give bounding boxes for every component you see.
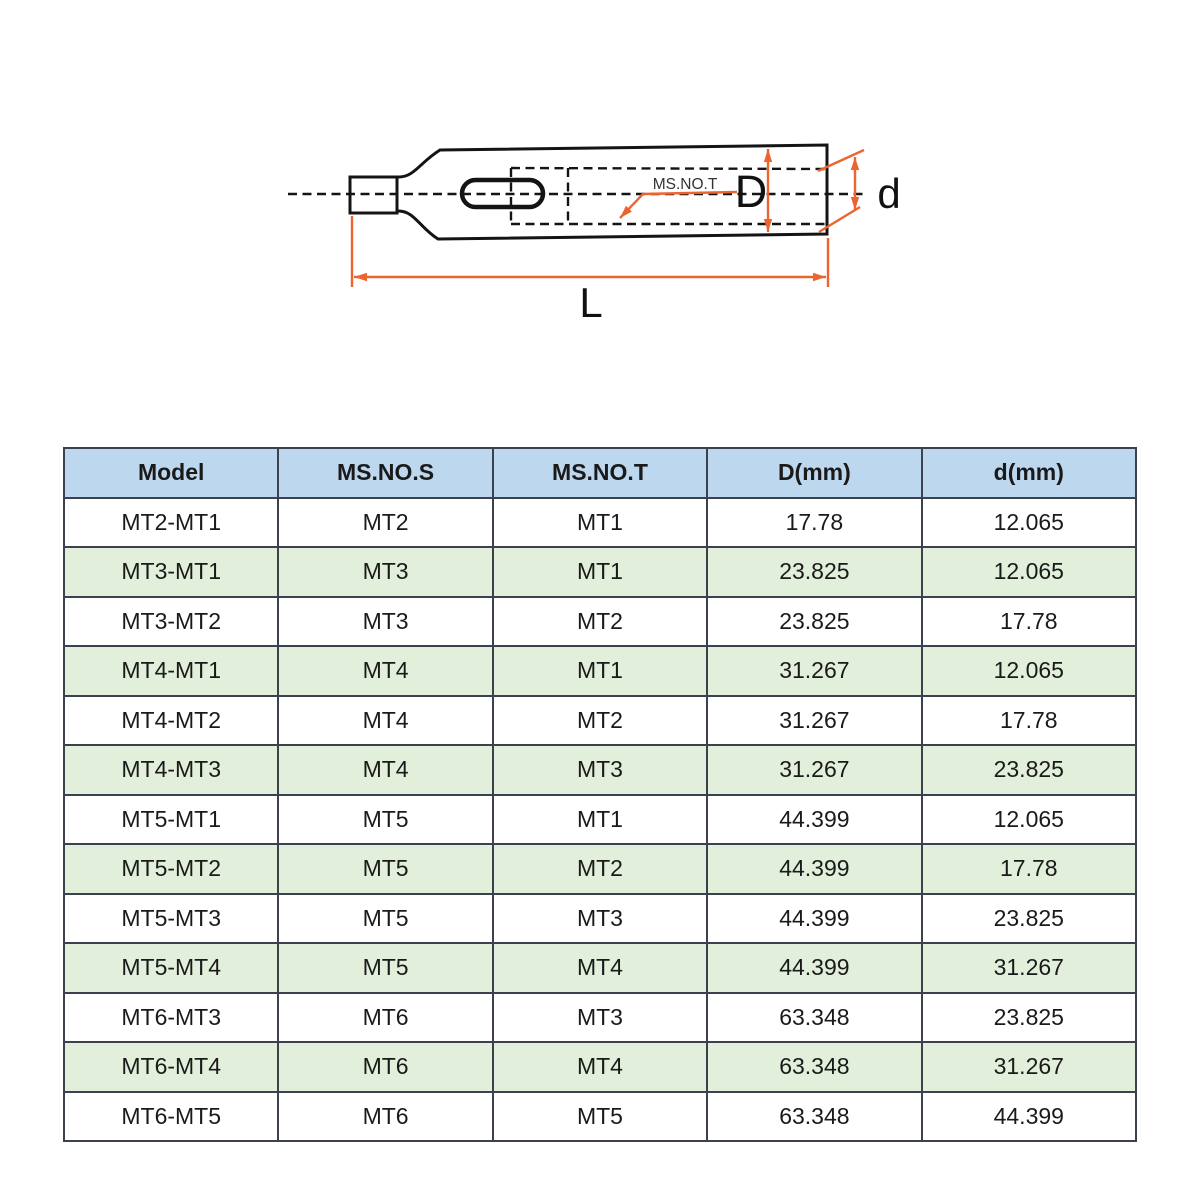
table-cell: MT6-MT4 — [64, 1042, 278, 1092]
table-row — [64, 646, 1136, 696]
table-row — [64, 894, 1136, 944]
table-cell: MT5 — [278, 943, 492, 993]
table-cell: 31.267 — [707, 696, 921, 746]
table-cell: MT5 — [278, 894, 492, 944]
table-cell: 31.267 — [922, 1042, 1136, 1092]
table-row — [64, 993, 1136, 1043]
table-cell: MT3 — [493, 993, 707, 1043]
table-cell: 44.399 — [707, 894, 921, 944]
table-cell: MT4 — [493, 943, 707, 993]
table-cell: 23.825 — [707, 597, 921, 647]
table-cell: MT3 — [278, 547, 492, 597]
table-cell: MT2 — [493, 597, 707, 647]
large-diameter-label: D — [734, 166, 768, 217]
dim-small-diameter — [818, 150, 864, 232]
table-cell: MT3 — [493, 745, 707, 795]
table-cell: MT1 — [493, 646, 707, 696]
technical-drawing — [0, 0, 1200, 360]
table-cell: 44.399 — [707, 795, 921, 845]
table-cell: 44.399 — [707, 844, 921, 894]
table-row — [64, 795, 1136, 845]
small-diameter-label: d — [877, 170, 901, 217]
table-row — [64, 696, 1136, 746]
table-cell: 17.78 — [922, 844, 1136, 894]
table-cell: MT4-MT1 — [64, 646, 278, 696]
table-cell: 17.78 — [922, 696, 1136, 746]
table-cell: MT4 — [493, 1042, 707, 1092]
table-cell: MT1 — [493, 547, 707, 597]
table-cell: MT6 — [278, 993, 492, 1043]
tang-slot — [462, 180, 543, 207]
table-cell: MT3-MT1 — [64, 547, 278, 597]
table-row — [64, 1092, 1136, 1142]
table-row — [64, 498, 1136, 548]
col-header-msnos: MS.NO.S — [278, 448, 492, 498]
table-cell: MT1 — [493, 498, 707, 548]
table-row — [64, 547, 1136, 597]
table-cell: MT5-MT4 — [64, 943, 278, 993]
table-cell: MT5 — [278, 844, 492, 894]
table-cell: 17.78 — [922, 597, 1136, 647]
table-cell: 12.065 — [922, 646, 1136, 696]
table-cell: MT3 — [278, 597, 492, 647]
table-cell: 23.825 — [707, 547, 921, 597]
table-cell: MT6 — [278, 1042, 492, 1092]
col-header-dmm-sm: d(mm) — [922, 448, 1136, 498]
table-cell: MT5 — [493, 1092, 707, 1142]
table-cell: MT4 — [278, 646, 492, 696]
table-row — [64, 745, 1136, 795]
spec-table — [63, 447, 1137, 1142]
table-cell: MT4 — [278, 696, 492, 746]
table-cell: 31.267 — [922, 943, 1136, 993]
table-cell: 12.065 — [922, 498, 1136, 548]
col-header-msnot: MS.NO.T — [493, 448, 707, 498]
col-header-model: Model — [64, 448, 278, 498]
table-row — [64, 844, 1136, 894]
socket-leader-line — [620, 192, 737, 218]
table-cell: 17.78 — [707, 498, 921, 548]
table-row — [64, 943, 1136, 993]
table-cell: MT5-MT2 — [64, 844, 278, 894]
spec-table-body — [64, 498, 1136, 1142]
table-cell: 63.348 — [707, 993, 921, 1043]
table-header-row — [64, 448, 1136, 498]
table-cell: MT2 — [278, 498, 492, 548]
table-cell: MT3 — [493, 894, 707, 944]
table-cell: 63.348 — [707, 1092, 921, 1142]
table-cell: MT6-MT5 — [64, 1092, 278, 1142]
table-cell: 44.399 — [707, 943, 921, 993]
table-cell: MT2-MT1 — [64, 498, 278, 548]
table-cell: MT5-MT1 — [64, 795, 278, 845]
table-cell: MT4-MT3 — [64, 745, 278, 795]
length-label: L — [579, 279, 603, 326]
table-cell: 31.267 — [707, 646, 921, 696]
table-cell: MT2 — [493, 844, 707, 894]
table-cell: 44.399 — [922, 1092, 1136, 1142]
table-cell: 23.825 — [922, 993, 1136, 1043]
table-cell: 23.825 — [922, 894, 1136, 944]
table-cell: 12.065 — [922, 547, 1136, 597]
table-cell: 23.825 — [922, 745, 1136, 795]
table-row — [64, 1042, 1136, 1092]
table-cell: MT1 — [493, 795, 707, 845]
table-cell: MT5 — [278, 795, 492, 845]
table-cell: MT2 — [493, 696, 707, 746]
table-cell: 63.348 — [707, 1042, 921, 1092]
table-cell: 31.267 — [707, 745, 921, 795]
table-cell: MT3-MT2 — [64, 597, 278, 647]
table-cell: MT5-MT3 — [64, 894, 278, 944]
table-row — [64, 597, 1136, 647]
socket-label: MS.NO.T — [652, 176, 718, 193]
table-cell: MT4-MT2 — [64, 696, 278, 746]
col-header-dmm: D(mm) — [707, 448, 921, 498]
table-cell: MT6 — [278, 1092, 492, 1142]
table-cell: 12.065 — [922, 795, 1136, 845]
table-cell: MT4 — [278, 745, 492, 795]
table-cell: MT6-MT3 — [64, 993, 278, 1043]
